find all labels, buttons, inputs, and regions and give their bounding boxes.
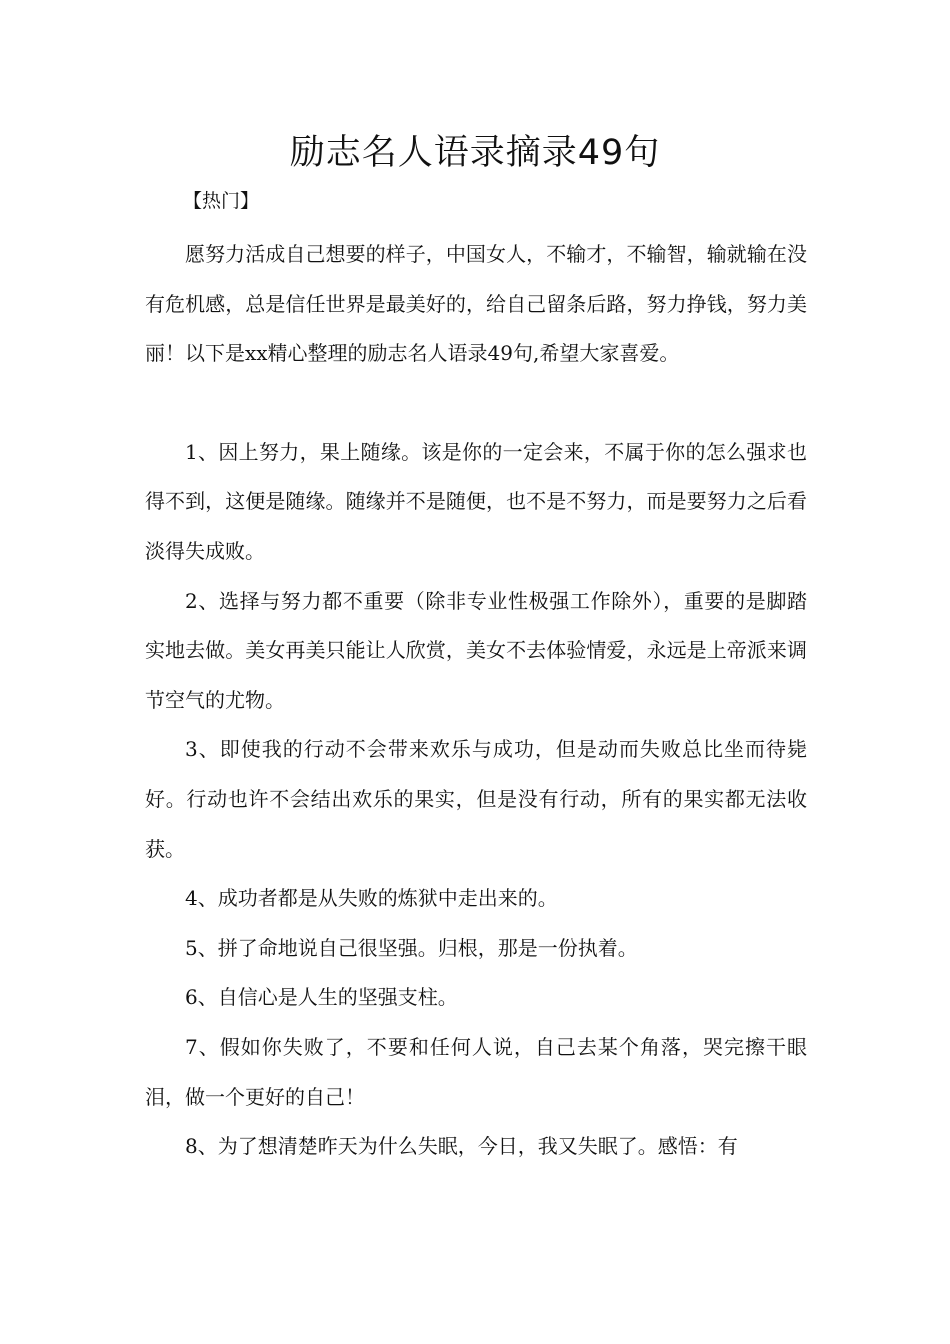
quote-item: 3、即使我的行动不会带来欢乐与成功，但是动而失败总比坐而待毙好。行动也许不会结出欢乐的果实，但是没有行动，所有的果实都无法收获。: [145, 737, 807, 861]
quote-item: 5、拼了命地说自己很坚强。归根，那是一份执着。: [185, 935, 638, 960]
quote-item: 2、选择与努力都不重要（除非专业性极强工作除外），重要的是脚踏实地去做。美女再美只能让人欣赏，美女不去体验情爱，永远是上帝派来调节空气的尤物。: [145, 588, 807, 712]
quote-item: 7、假如你失败了，不要和任何人说，自己去某个角落，哭完擦干眼泪，做一个更好的自己！: [145, 1034, 807, 1109]
quote-item: 6、自信心是人生的坚强支柱。: [185, 985, 458, 1010]
intro-paragraph: 愿努力活成自己想要的样子，中国女人，不输才，不输智，输就输在没有危机感，总是信任世界是最美好的，给自己留条后路，努力挣钱，努力美丽！以下是xx精心整理的励志名人语录49句,希望大家喜爱。: [145, 242, 807, 366]
paragraph-spacer: [145, 379, 807, 428]
document-title: 励志名人语录摘录49句: [289, 133, 661, 173]
quote-item: 1、因上努力，果上随缘。该是你的一定会来，不属于你的怎么强求也得不到，这便是随缘。随缘并不是随便，也不是不努力，而是要努力之后看淡得失成败。: [145, 439, 807, 563]
document-body: [145, 230, 807, 1172]
quote-item: 4、成功者都是从失败的炼狱中走出来的。: [185, 886, 558, 911]
hot-tag: 【热门】: [183, 190, 260, 212]
quote-item: 8、为了想清楚昨天为什么失眠，今日，我又失眠了。感悟：有: [185, 1134, 738, 1159]
